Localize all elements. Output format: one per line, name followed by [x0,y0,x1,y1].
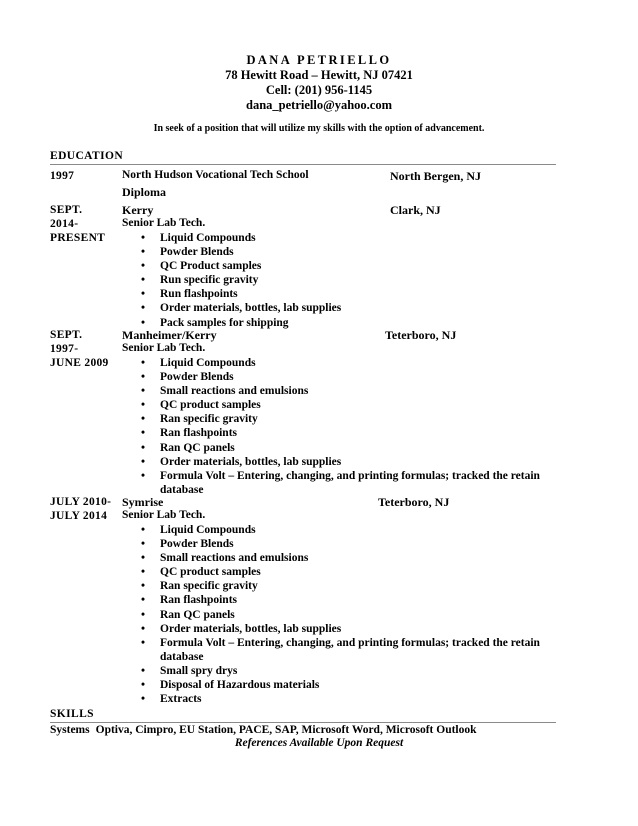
list-item: • Order materials, bottles, lab supplies [141,302,342,315]
objective-statement: In seek of a position that will utilize my skills with the option of advancement. [153,123,485,134]
bullet-icon: • [141,441,146,454]
job-company: Symrise [122,495,164,509]
bullet-icon: • [141,427,146,440]
bullet-icon: • [141,316,146,329]
bullet-icon: • [141,552,146,565]
job-location: Teterboro, NJ [385,328,457,342]
bullet-icon: • [141,580,146,593]
job-dates [50,203,105,245]
bullet-icon: • [141,302,146,315]
job-date-line: JULY 2014 [50,510,108,522]
list-item: • Extracts [141,693,202,706]
address-line: 78 Hewitt Road – Hewitt, NJ 07421 [225,68,413,82]
education-location: North Bergen, NJ [390,169,481,183]
candidate-name: DANA PETRIELLO [246,53,392,67]
list-item: • Small reactions and emulsions [141,552,309,565]
list-item: • Order materials, bottles, lab supplies [141,455,342,468]
list-item: • Liquid Compounds [141,232,256,244]
bullet-icon: • [141,232,146,244]
list-item: • Run flashpoints [141,288,238,301]
bullet-icon: • [141,693,146,706]
bullet-icon: • [141,399,146,412]
bullet-icon: • [141,455,146,468]
job-title: Senior Lab Tech. [122,509,206,521]
list-item: • QC Product samples [141,260,262,273]
list-item: • QC product samples [141,566,261,579]
list-item: • Formula Volt – Entering, changing, and printing formulas; tracked the retain database [141,469,540,496]
bullet-icon: • [141,622,146,635]
job-title: Senior Lab Tech. [122,217,206,229]
list-item: • Ran QC panels [141,608,235,621]
list-item: • Small spry drys [141,664,238,677]
job-duties-list [141,523,561,706]
job-title: Senior Lab Tech. [122,342,206,354]
list-item: • Liquid Compounds [141,524,256,536]
list-item: • Ran flashpoints [141,594,238,607]
job-date-line: JUNE 2009 [50,357,109,369]
bullet-icon: • [141,357,146,369]
skills-line [50,724,477,736]
bullet-icon: • [141,413,146,426]
job-date-line: 1997- [50,343,79,355]
job-duties-list [141,356,561,497]
job-company: Manheimer/Kerry [122,328,217,342]
education-degree: Diploma [122,185,167,199]
skills-heading: SKILLS [50,708,94,720]
job-location: Teterboro, NJ [378,495,450,509]
email-line: dana_petriello@yahoo.com [246,98,392,112]
list-item: • Order materials, bottles, lab supplies [141,622,342,635]
references-note: References Available Upon Request [234,737,404,749]
list-item: • Ran specific gravity [141,413,258,426]
list-item: • Ran specific gravity [141,580,258,593]
list-item: • Ran flashpoints [141,427,238,440]
bullet-icon: • [141,274,146,287]
list-item: • Formula Volt – Entering, changing, and printing formulas; tracked the retain database [141,636,540,663]
education-school: North Hudson Vocational Tech School [122,169,309,181]
job-dates [50,495,111,523]
list-item: • Liquid Compounds [141,357,256,369]
skills-label: Systems [50,724,90,736]
bullet-icon: • [141,524,146,536]
skills-divider [50,722,556,723]
bullet-icon: • [141,538,146,551]
list-item: • Ran QC panels [141,441,235,454]
job-date-line: SEPT. [50,204,83,216]
job-location: Clark, NJ [390,203,441,217]
list-item: • Small reactions and emulsions [141,385,309,398]
bullet-icon: • [141,566,146,579]
bullet-icon: • [141,664,146,677]
list-item: • Run specific gravity [141,274,259,287]
bullet-icon: • [141,371,146,384]
bullet-icon: • [141,288,146,301]
bullet-icon: • [141,594,146,607]
bullet-icon: • [141,608,146,621]
list-item: • QC product samples [141,399,261,412]
list-item: • Powder Blends [141,371,234,384]
phone-line: Cell: (201) 956-1145 [265,83,373,97]
job-company: Kerry [122,203,154,217]
education-divider [50,164,556,165]
list-item: • Disposal of Hazardous materials [141,679,320,692]
list-item: • Pack samples for shipping [141,316,289,329]
job-duties-list [141,231,561,330]
bullet-icon: • [141,260,146,273]
job-date-line: JULY 2010- [50,496,112,508]
list-item: • Powder Blends [141,246,234,259]
education-heading: EDUCATION [50,150,124,162]
job-date-line: PRESENT [50,232,106,244]
bullet-icon: • [141,636,146,649]
bullet-icon: • [141,679,146,692]
list-item: • Powder Blends [141,538,234,551]
bullet-icon: • [141,469,146,482]
job-date-line: SEPT. [50,329,83,341]
job-dates [50,328,109,370]
bullet-icon: • [141,385,146,398]
skills-text: Optiva, Cimpro, EU Station, PACE, SAP, Microsoft Word, Microsoft Outlook [95,724,477,736]
job-date-line: 2014- [50,218,79,230]
education-year: 1997 [50,170,75,182]
bullet-icon: • [141,246,146,259]
